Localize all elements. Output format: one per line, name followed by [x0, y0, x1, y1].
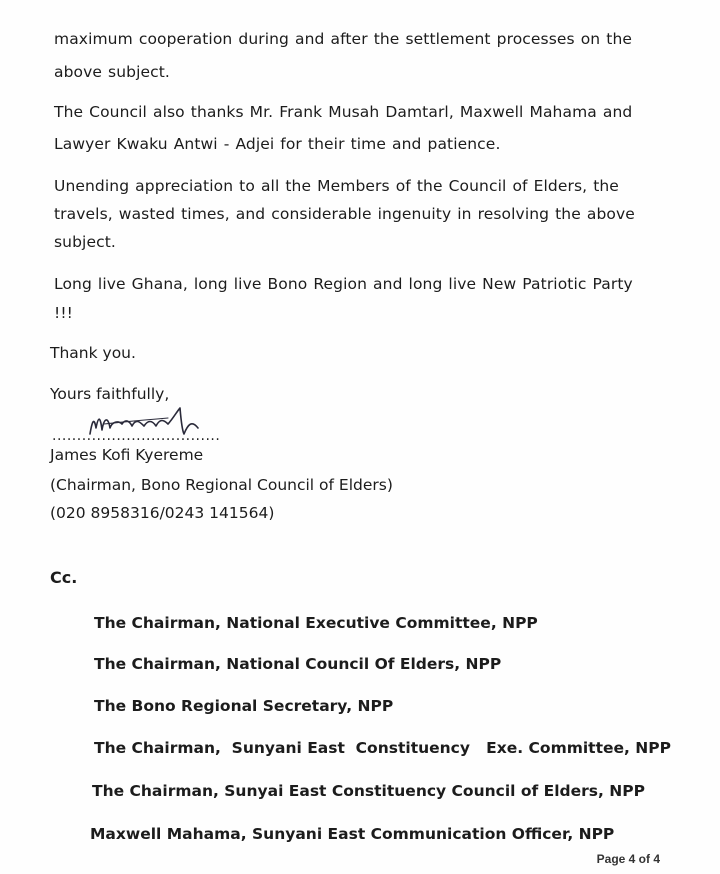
signatory-name: James Kofi Kyereme — [50, 446, 204, 464]
cc-item-constituency-exe-committee: The Chairman, Sunyani East Constituency Exe. Committee, NPP — [94, 739, 672, 757]
paragraph-appreciation-line-1: Unending appreciation to all the Members of the Council of Elders, the — [54, 177, 619, 195]
paragraph-appreciation-line-3: subject. — [54, 233, 116, 251]
paragraph-long-live-line-1: Long live Ghana, long live Bono Region and long live New Patriotic Party — [54, 275, 633, 293]
cc-item-national-executive: The Chairman, National Executive Committee, NPP — [94, 614, 538, 632]
signatory-title: (Chairman, Bono Regional Council of Elders) — [50, 476, 393, 494]
page-top-edge — [0, 0, 720, 14]
signature-dotted-line: .................................. — [52, 428, 221, 444]
page-number: Page 4 of 4 — [596, 852, 660, 866]
closing-salutation: Yours faithfully, — [50, 385, 170, 403]
paragraph-cooperation-line-2: above subject. — [54, 63, 170, 81]
paragraph-thanks-line-1: The Council also thanks Mr. Frank Musah Damtarl, Maxwell Mahama and — [54, 103, 633, 121]
signatory-phone: (020 8958316/0243 141564) — [50, 504, 275, 522]
thank-you-line: Thank you. — [50, 344, 136, 362]
cc-item-national-council-elders: The Chairman, National Council Of Elders, NPP — [94, 655, 502, 673]
paragraph-long-live-line-2: !!! — [54, 304, 73, 322]
cc-item-communication-officer: Maxwell Mahama, Sunyani East Communication Officer, NPP — [90, 825, 615, 843]
paragraph-thanks-line-2: Lawyer Kwaku Antwi - Adjei for their time and patience. — [54, 135, 501, 153]
cc-label: Cc. — [50, 568, 78, 587]
paragraph-appreciation-line-2: travels, wasted times, and considerable ingenuity in resolving the above — [54, 205, 635, 223]
cc-item-regional-secretary: The Bono Regional Secretary, NPP — [94, 697, 394, 715]
cc-item-constituency-council-elders: The Chairman, Sunyai East Constituency Council of Elders, NPP — [92, 782, 645, 800]
paragraph-cooperation-line-1: maximum cooperation during and after the settlement processes on the — [54, 30, 632, 48]
